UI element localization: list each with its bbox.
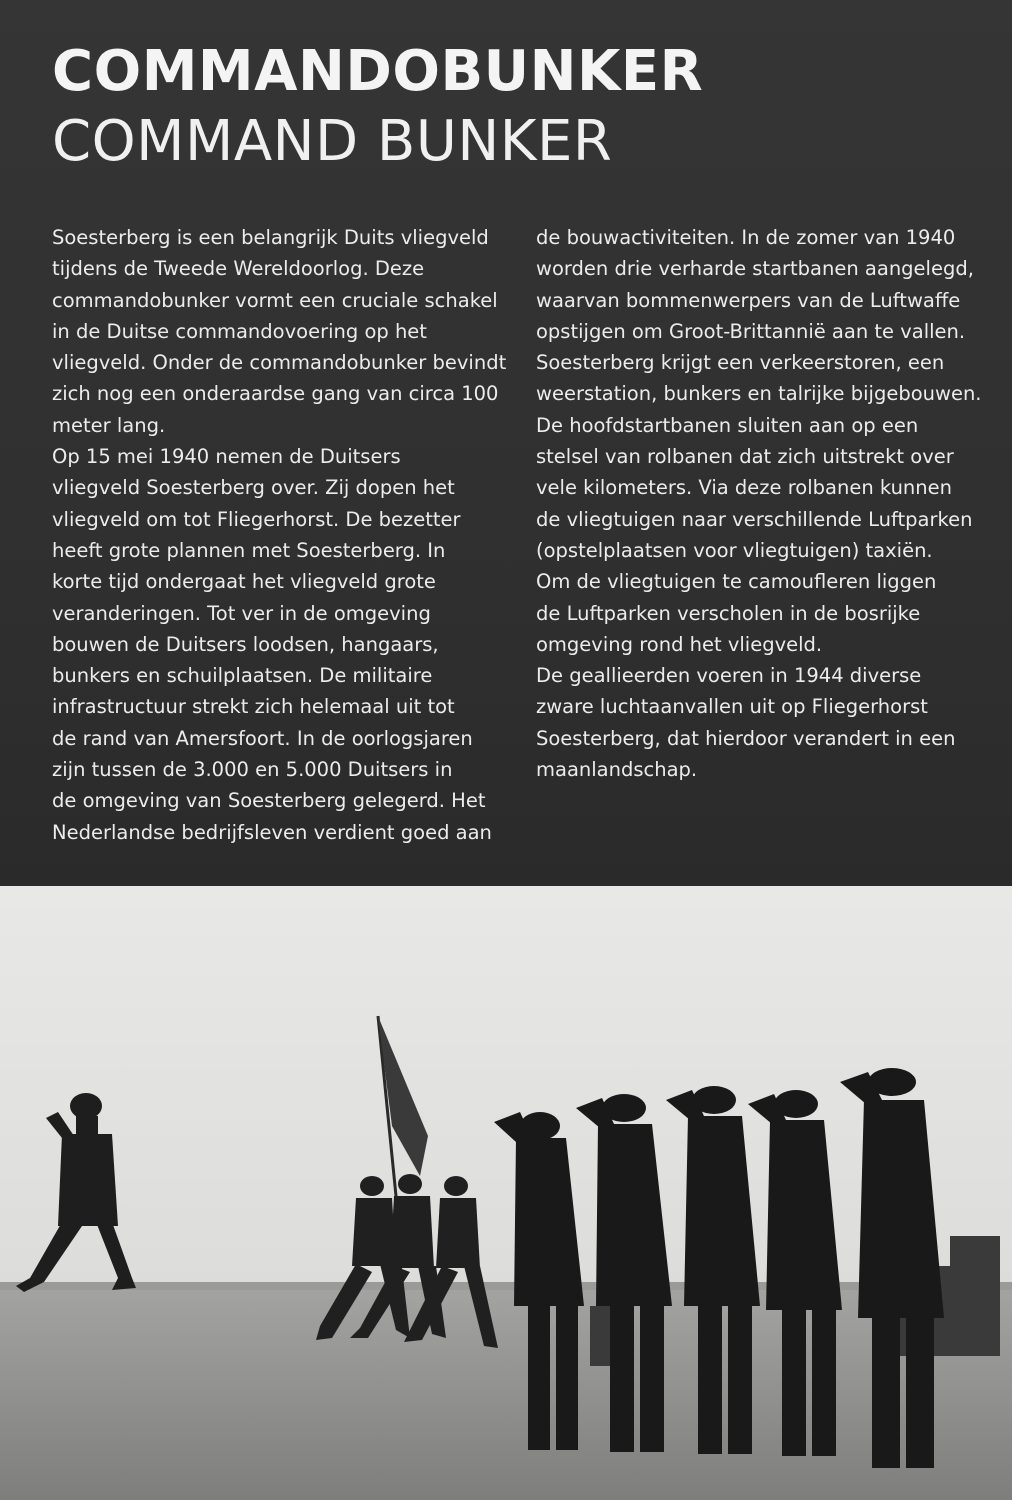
- text-line: vliegveld. Onder de commandobunker bevindt: [52, 351, 507, 375]
- text-line: stelsel van rolbanen dat zich uitstrekt over: [536, 445, 954, 469]
- text-line: de rand van Amersfoort. In de oorlogsjaren: [52, 726, 473, 750]
- text-line: waarvan bommenwerpers van de Luftwaffe: [536, 288, 961, 312]
- text-line: Soesterberg is een belangrijk Duits vliegveld: [52, 226, 489, 249]
- text-line: in de Duitse commandovoering op het: [52, 319, 427, 343]
- text-line: tijdens de Tweede Wereldoorlog. Deze: [52, 257, 425, 281]
- ground: [0, 1290, 1012, 1500]
- text-line: zware luchtaanvallen uit op Fliegerhorst: [536, 695, 928, 719]
- text-line: Op 15 mei 1940 nemen de Duitsers: [52, 445, 401, 469]
- text-line: (opstelplaatsen voor vliegtuigen) taxiën.: [536, 538, 933, 562]
- text-line: omgeving rond het vliegveld.: [536, 632, 823, 656]
- text-line: Nederlandse bedrijfsleven verdient goed aan: [52, 820, 492, 844]
- text-line: vele kilometers. Via deze rolbanen kunnen: [536, 476, 953, 500]
- text-line: commandobunker vormt een cruciale schakel: [52, 288, 498, 312]
- text-line: weerstation, bunkers en talrijke bijgebouwen.: [536, 382, 982, 406]
- text-line: vliegveld om tot Fliegerhorst. De bezetter: [52, 507, 461, 531]
- text-line: Om de vliegtuigen te camoufleren liggen: [536, 570, 937, 594]
- text-line: de vliegtuigen naar verschillende Luftparken: [536, 507, 973, 531]
- text-column-right: [536, 222, 996, 785]
- text-line: maanlandschap.: [536, 758, 698, 782]
- text-line: De geallieerden voeren in 1944 diverse: [536, 664, 922, 688]
- text-line: Soesterberg, dat hierdoor verandert in een: [536, 726, 956, 750]
- text-line: zich nog een onderaardse gang van circa 100: [52, 382, 499, 406]
- text-line: meter lang.: [52, 413, 166, 437]
- text-line: heeft grote plannen met Soesterberg. In: [52, 538, 446, 562]
- title-dutch: COMMANDOBUNKER: [52, 39, 704, 104]
- text-line: de omgeving van Soesterberg gelegerd. Het: [52, 789, 486, 813]
- text-line: opstijgen om Groot-Brittannië aan te vallen.: [536, 319, 966, 343]
- text-line: De hoofdstartbanen sluiten aan op een: [536, 413, 919, 437]
- title-english: COMMAND BUNKER: [52, 109, 613, 174]
- text-line: infrastructuur strekt zich helemaal uit tot: [52, 695, 455, 719]
- text-line: zijn tussen de 3.000 en 5.000 Duitsers in: [52, 758, 453, 782]
- text-line: veranderingen. Tot ver in de omgeving: [52, 601, 431, 625]
- text-line: korte tijd ondergaat het vliegveld grote: [52, 570, 436, 594]
- text-line: bouwen de Duitsers loodsen, hangaars,: [52, 632, 439, 656]
- text-line: de Luftparken verscholen in de bosrijke: [536, 601, 921, 625]
- text-line: Soesterberg krijgt een verkeerstoren, een: [536, 351, 945, 375]
- text-line: vliegveld Soesterberg over. Zij dopen het: [52, 476, 455, 500]
- text-line: worden drie verharde startbanen aangelegd,: [536, 257, 974, 281]
- text-line: de bouwactiviteiten. In de zomer van 1940: [536, 226, 956, 249]
- text-column-left: [52, 222, 522, 848]
- historical-photo: [0, 886, 1012, 1500]
- parade-illustration: [0, 886, 1012, 1500]
- text-line: bunkers en schuilplaatsen. De militaire: [52, 664, 433, 688]
